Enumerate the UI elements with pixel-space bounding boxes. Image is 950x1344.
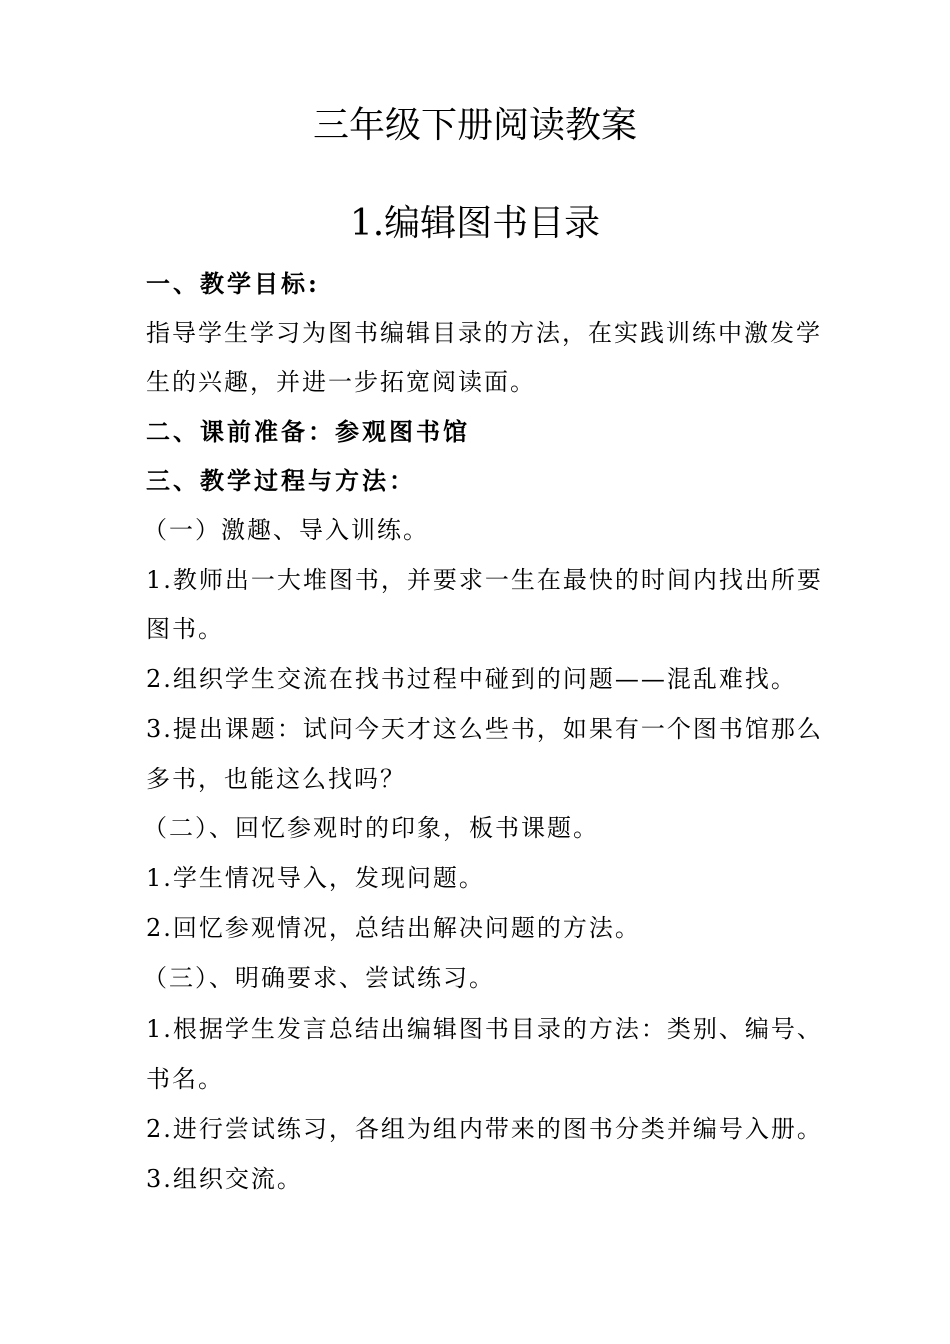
step-3-1-line-1: 1.根据学生发言总结出编辑图书目录的方法：类别、编号、: [146, 1015, 823, 1043]
main-title: 三年级下册阅读教案: [312, 105, 637, 146]
step-2-2: 2.回忆参观情况，总结出解决问题的方法。: [146, 914, 641, 942]
step-2-1: 1.学生情况导入，发现问题。: [146, 864, 485, 892]
objective-text-line-1: 指导学生学习为图书编辑目录的方法，在实践训练中激发学: [146, 319, 822, 347]
section-heading-process: 三、教学过程与方法：: [146, 466, 416, 495]
step-1-2: 2.组织学生交流在找书过程中碰到的问题——混乱难找。: [146, 665, 797, 693]
step-1-1-line-2: 图书。: [146, 615, 224, 643]
objective-text-line-2: 生的兴趣，并进一步拓宽阅读面。: [146, 368, 536, 396]
step-3-3: 3.组织交流。: [146, 1165, 303, 1193]
section-heading-preparation: 二、课前准备：参观图书馆: [146, 417, 470, 446]
subsection-heading-1: （一）激趣、导入训练。: [143, 516, 429, 544]
step-1-3-line-2: 多书，也能这么找吗？: [146, 765, 406, 793]
step-3-1-line-2: 书名。: [146, 1065, 224, 1093]
section-heading-objectives: 一、教学目标:: [146, 269, 320, 298]
step-1-1-line-1: 1.教师出一大堆图书，并要求一生在最快的时间内找出所要: [146, 566, 823, 594]
step-1-3-line-1: 3.提出课题：试问今天才这么些书，如果有一个图书馆那么: [146, 715, 823, 743]
subsection-heading-3: （三）、明确要求、尝试练习。: [143, 964, 495, 992]
subsection-heading-2: （二）、回忆参观时的印象，板书课题。: [143, 814, 599, 842]
lesson-title: 1.编辑图书目录: [349, 203, 601, 244]
step-3-2: 2.进行尝试练习，各组为组内带来的图书分类并编号入册。: [146, 1115, 823, 1143]
